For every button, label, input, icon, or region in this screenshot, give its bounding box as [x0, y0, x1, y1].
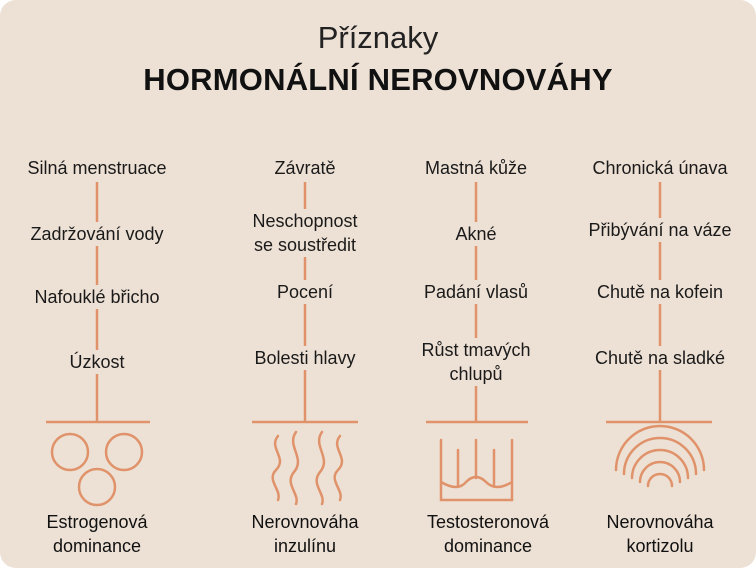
symptom-item: Chutě na kofein [593, 280, 727, 304]
category-label-line: dominance [443, 536, 533, 556]
category-label-line: kortizolu [626, 536, 694, 556]
subtitle: Příznaky [317, 20, 439, 55]
symptom-item: Nafouklé břicho [30, 285, 163, 309]
category-label [46, 510, 147, 558]
symptom-item: Pocení [273, 280, 337, 304]
hair-follicle-icon [441, 440, 512, 500]
symptom-item-line: chlupů [449, 364, 503, 384]
symptom-item: Padání vlasů [420, 280, 532, 304]
symptom-item: Úzkost [65, 350, 128, 374]
category-label-line: inzulínu [273, 536, 337, 556]
symptom-item-line: Růst tmavých [421, 340, 531, 360]
category-label-line: Nerovnováha [606, 512, 714, 532]
page-title: HORMONÁLNÍ NEROVNOVÁHY [143, 62, 613, 97]
rainbow-arcs-icon [616, 426, 704, 486]
symptom-item: Přibývání na váze [584, 218, 735, 242]
wavy-lines-icon [273, 432, 342, 504]
symptom-item-line: Neschopnost [252, 211, 358, 231]
category-label [251, 510, 358, 558]
category-label [427, 510, 549, 558]
symptom-item: Chutě na sladké [591, 346, 729, 370]
symptom-item: Chronická únava [588, 156, 731, 180]
symptom-item: Zadržování vody [26, 222, 167, 246]
symptom-item: Akné [451, 222, 500, 246]
symptom-item: Závratě [270, 156, 339, 180]
category-label [606, 510, 713, 558]
category-label-line: Testosteronová [426, 512, 550, 532]
symptom-item: Mastná kůže [421, 156, 531, 180]
category-label-line: Estrogenová [46, 512, 148, 532]
symptom-item: Bolesti hlavy [250, 346, 359, 370]
symptom-item-line: se soustředit [253, 235, 357, 255]
category-label-line: Nerovnováha [251, 512, 359, 532]
symptom-item [248, 209, 361, 257]
circles-icon [52, 434, 142, 505]
category-label-line: dominance [52, 536, 142, 556]
symptom-item [417, 338, 534, 386]
symptom-item: Silná menstruace [23, 156, 170, 180]
